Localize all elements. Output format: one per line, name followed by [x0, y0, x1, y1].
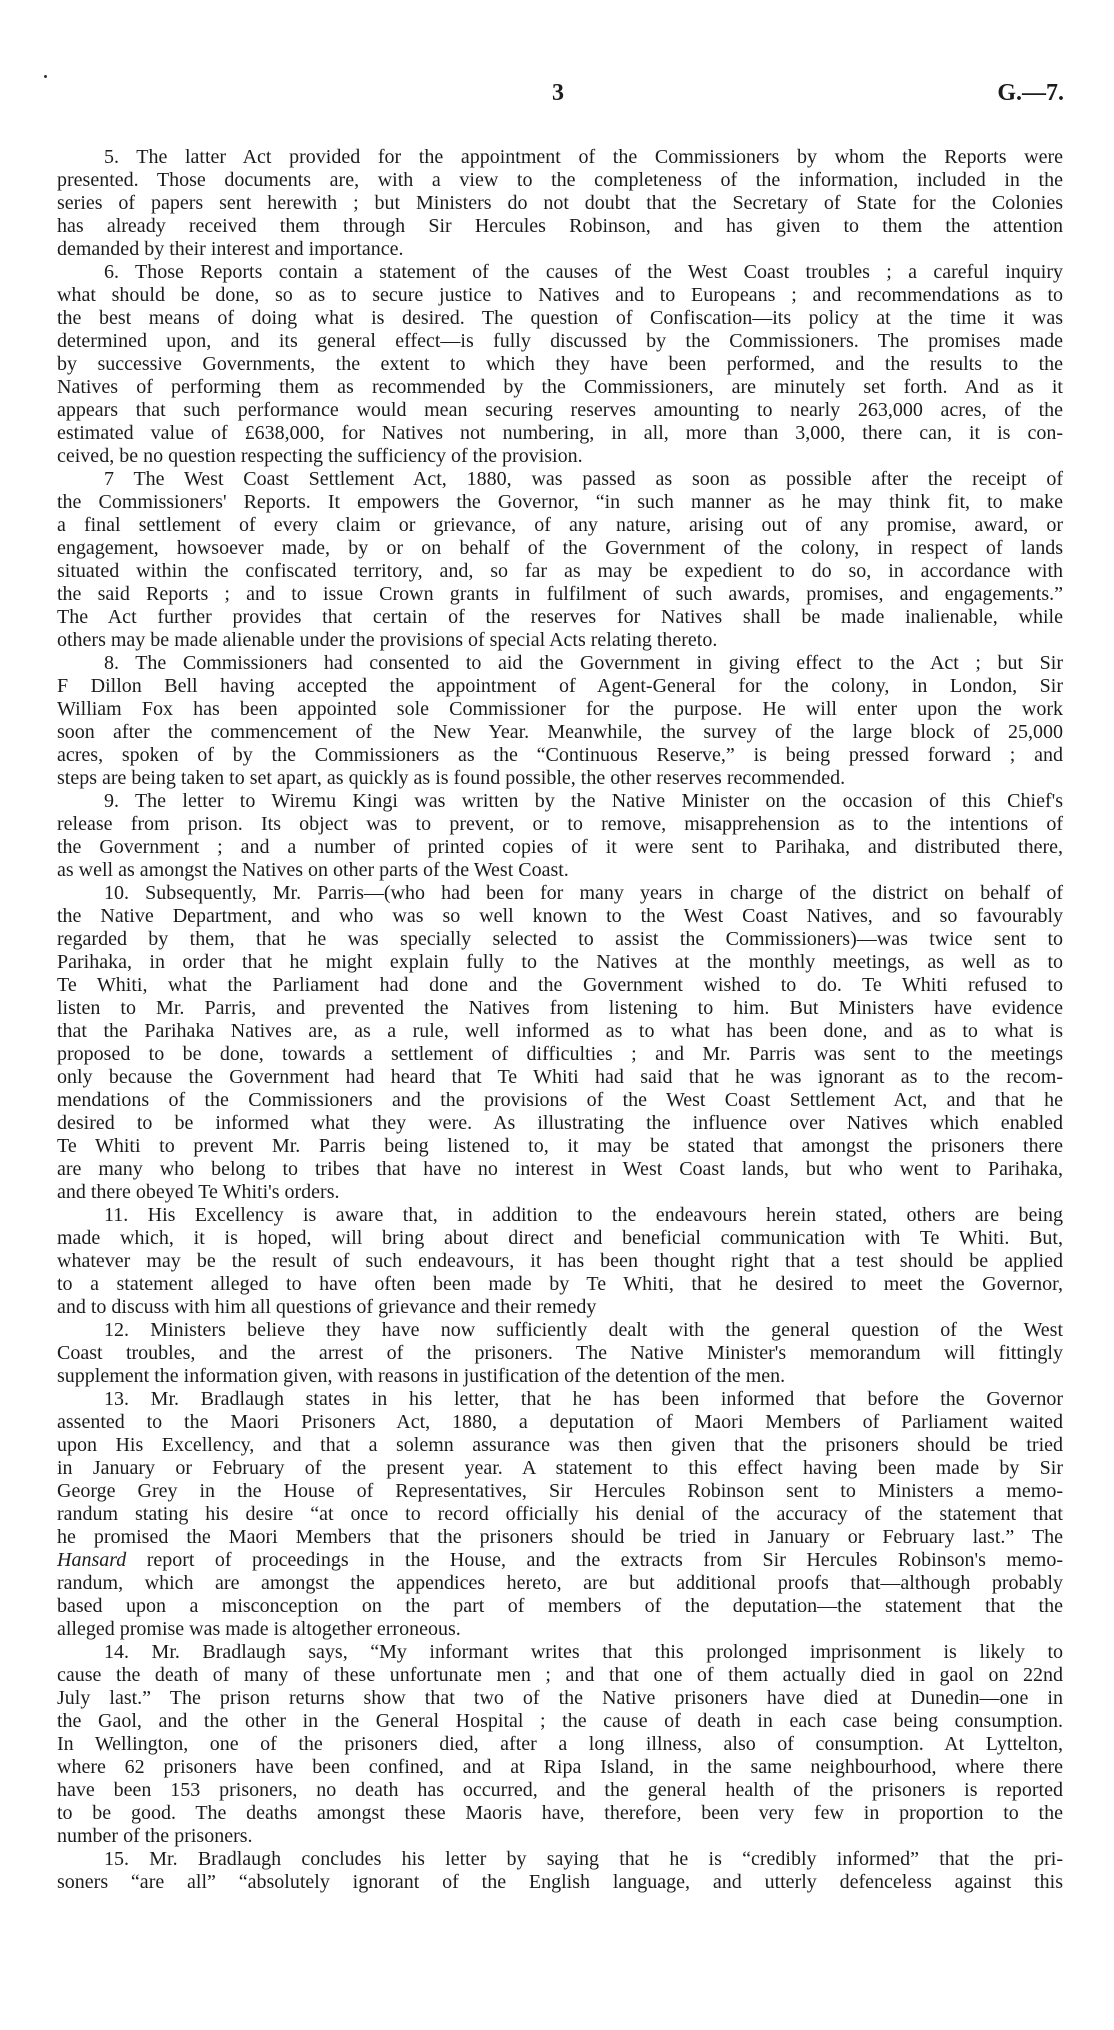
paragraph	[57, 1319, 1063, 1388]
scan-speck	[44, 75, 47, 78]
text-line	[57, 1549, 1063, 1572]
text-line: Te Whiti, what the Parliament had done and the Government wished to do. Te Whiti refused to	[57, 974, 1063, 996]
paragraph	[57, 790, 1063, 882]
text-line: number of the prisoners.	[57, 1825, 253, 1847]
text-line: 7 The West Coast Settlement Act, 1880, was passed as soon as possible after the receipt of	[104, 468, 1063, 490]
text-line: are many who belong to tribes that have no interest in West Coast lands, but who went to Parihaka,	[57, 1158, 1063, 1180]
text-line: 8. The Commissioners had consented to aid the Government in giving effect to the Act ; but Sir	[104, 652, 1063, 674]
text-line: situated within the confiscated territory, and, so far as may be expedient to do so, in accordance with	[57, 560, 1063, 582]
text-line: 9. The letter to Wiremu Kingi was written by the Native Minister on the occasion of this Chief's	[104, 790, 1063, 812]
text-line: Coast troubles, and the arrest of the prisoners. The Native Minister's memorandum will fittingly	[57, 1342, 1063, 1364]
text-line: mendations of the Commissioners and the provisions of the West Coast Settlement Act, and that he	[57, 1089, 1063, 1111]
text-line: a final settlement of every claim or grievance, of any nature, arising out of any promise, award, or	[57, 514, 1063, 536]
text-line: and there obeyed Te Whiti's orders.	[57, 1181, 340, 1203]
paragraph	[57, 1388, 1063, 1641]
text-line: 14. Mr. Bradlaugh says, “My informant writes that this prolonged imprisonment is likely to	[104, 1641, 1063, 1663]
text-line: F Dillon Bell having accepted the appointment of Agent-General for the colony, in London, Sir	[57, 675, 1063, 697]
text-line: what should be done, so as to secure justice to Natives and to Europeans ; and recommendations as to	[57, 284, 1063, 306]
text-line: upon His Excellency, and that a solemn assurance was then given that the prisoners should be tried	[57, 1434, 1063, 1456]
text-line: George Grey in the House of Representatives, Sir Hercules Robinson sent to Ministers a memo-	[57, 1480, 1063, 1502]
text-line: supplement the information given, with reasons in justification of the detention of the men.	[57, 1365, 786, 1387]
text-line: engagement, howsoever made, by or on behalf of the Government of the colony, in respect of lands	[57, 537, 1063, 559]
text-line: the Gaol, and the other in the General Hospital ; the cause of death in each case being consumption.	[57, 1710, 1063, 1732]
text-line: steps are being taken to set apart, as quickly as is found possible, the other reserves recommended.	[57, 767, 846, 789]
text-line: the said Reports ; and to issue Crown grants in fulfilment of such awards, promises, and engagements.”	[57, 583, 1063, 605]
document-body	[57, 146, 1063, 1894]
text-line: he promised the Maori Members that the prisoners should be tried in January or February last.” The	[57, 1526, 1063, 1548]
paragraph	[57, 882, 1063, 1204]
text-line: ceived, be no question respecting the sufficiency of the provision.	[57, 445, 583, 467]
text-line: as well as amongst the Natives on other parts of the West Coast.	[57, 859, 569, 881]
text-line: cause the death of many of these unfortunate men ; and that one of them actually died in gaol on 22nd	[57, 1664, 1063, 1686]
paragraph	[57, 146, 1063, 261]
text-line: 6. Those Reports contain a statement of the causes of the West Coast troubles ; a careful inquiry	[104, 261, 1063, 283]
text-line: in January or February of the present year. A statement to this effect having been made by Sir	[57, 1457, 1063, 1479]
text-line: the Government ; and a number of printed copies of it were sent to Parihaka, and distributed there,	[57, 836, 1063, 858]
text-line: randum stating his desire “at once to record officially his denial of the accuracy of the statement that	[57, 1503, 1063, 1525]
text-line: made which, it is hoped, will bring about direct and beneficial communication with Te Whiti. But,	[57, 1227, 1063, 1249]
text-line: Te Whiti to prevent Mr. Parris being listened to, it may be stated that amongst the prisoners there	[57, 1135, 1063, 1157]
text-line: determined upon, and its general effect—is fully discussed by the Commissioners. The promises made	[57, 330, 1063, 352]
text-line: Natives of performing them as recommended by the Commissioners, are minutely set forth. And as it	[57, 376, 1063, 398]
text-line: the Native Department, and who was so well known to the West Coast Natives, and so favourably	[57, 905, 1063, 927]
text-line: listen to Mr. Parris, and prevented the Natives from listening to him. But Ministers have evidence	[57, 997, 1063, 1019]
text-line: only because the Government had heard that Te Whiti had said that he was ignorant as to the recom-	[57, 1066, 1063, 1088]
text-line: the Commissioners' Reports. It empowers the Governor, “in such manner as he may think fit, to make	[57, 491, 1063, 513]
text-line: randum, which are amongst the appendices hereto, are but additional proofs that—although probably	[57, 1572, 1063, 1594]
text-line: presented. Those documents are, with a view to the completeness of the information, included in the	[57, 169, 1063, 191]
text-line: 12. Ministers believe they have now sufficiently dealt with the general question of the West	[104, 1319, 1063, 1341]
text-line: 13. Mr. Bradlaugh states in his letter, that he has been informed that before the Governor	[104, 1388, 1063, 1410]
text-line: based upon a misconception on the part of members of the deputation—the statement that the	[57, 1595, 1063, 1617]
paragraph	[57, 1204, 1063, 1319]
text-line: July last.” The prison returns show that two of the Native prisoners have died at Dunedin—one in	[57, 1687, 1063, 1709]
text-line: Parihaka, in order that he might explain fully to the Natives at the monthly meetings, as well as to	[57, 951, 1063, 973]
text-line: 11. His Excellency is aware that, in addition to the endeavours herein stated, others are being	[104, 1204, 1063, 1226]
paragraph	[57, 468, 1063, 652]
text-line: the best means of doing what is desired. The question of Confiscation—its policy at the time it was	[57, 307, 1063, 329]
text-line: assented to the Maori Prisoners Act, 1880, a deputation of Maori Members of Parliament waited	[57, 1411, 1063, 1433]
text-line: to a statement alleged to have often been made by Te Whiti, that he desired to meet the Governor,	[57, 1273, 1063, 1295]
text-line: alleged promise was made is altogether erroneous.	[57, 1618, 461, 1640]
text-line: have been 153 prisoners, no death has occurred, and the general health of the prisoners is reported	[57, 1779, 1063, 1801]
text-line: and to discuss with him all questions of grievance and their remedy	[57, 1296, 597, 1318]
text-line: others may be made alienable under the provisions of special Acts relating thereto.	[57, 629, 718, 651]
text-line: demanded by their interest and importance.	[57, 238, 404, 260]
paragraph	[57, 1848, 1063, 1894]
text-line: appears that such performance would mean securing reserves amounting to nearly 263,000 acres, of the	[57, 399, 1063, 421]
text-line: soon after the commencement of the New Year. Meanwhile, the survey of the large block of 25,000	[57, 721, 1063, 743]
text-line: estimated value of £638,000, for Natives not numbering, in all, more than 3,000, there can, it is con-	[57, 422, 1063, 444]
text-line: desired to be informed what they were. As illustrating the influence over Natives which enabled	[57, 1112, 1063, 1134]
text-line: soners “are all” “absolutely ignorant of the English language, and utterly defenceless against this	[57, 1871, 1063, 1893]
line-text: report of proceedings in the House, and the extracts from Sir Hercules Robinson's memo-	[126, 1549, 1063, 1571]
text-line: by successive Governments, the extent to which they have been performed, and the results to the	[57, 353, 1063, 375]
text-line: where 62 prisoners have been confined, and at Ripa Island, in the same neighbourhood, where there	[57, 1756, 1063, 1778]
paragraph	[57, 652, 1063, 790]
page-number: 3	[552, 80, 564, 106]
text-line: proposed to be done, towards a settlement of difficulties ; and Mr. Parris was sent to the meetings	[57, 1043, 1063, 1065]
text-line: that the Parihaka Natives are, as a rule, well informed as to what has been done, and as to what is	[57, 1020, 1063, 1042]
text-line: The Act further provides that certain of the reserves for Natives shall be made inalienable, while	[57, 606, 1063, 628]
italic-title: Hansard	[57, 1549, 127, 1571]
text-line: series of papers sent herewith ; but Ministers do not doubt that the Secretary of State for the Colonies	[57, 192, 1063, 214]
text-line: acres, spoken of by the Commissioners as the “Continuous Reserve,” is being pressed forward ; and	[57, 744, 1063, 766]
text-line: William Fox has been appointed sole Commissioner for the purpose. He will enter upon the work	[57, 698, 1063, 720]
text-line: release from prison. Its object was to prevent, or to remove, misapprehension as to the intentions of	[57, 813, 1063, 835]
text-line: 15. Mr. Bradlaugh concludes his letter by saying that he is “credibly informed” that the pri-	[104, 1848, 1063, 1870]
paragraph	[57, 261, 1063, 468]
text-line: whatever may be the result of such endeavours, it has been thought right that a test should be applied	[57, 1250, 1063, 1272]
text-line: 5. The latter Act provided for the appointment of the Commissioners by whom the Reports were	[104, 146, 1063, 168]
document-reference: G.—7.	[997, 80, 1064, 106]
text-line: In Wellington, one of the prisoners died, after a long illness, also of consumption. At Lyttelton,	[57, 1733, 1063, 1755]
text-line: to be good. The deaths amongst these Maoris have, therefore, been very few in proportion to the	[57, 1802, 1063, 1824]
paragraph	[57, 1641, 1063, 1848]
text-line: has already received them through Sir Hercules Robinson, and has given to them the attention	[57, 215, 1063, 237]
text-line: regarded by them, that he was specially selected to assist the Commissioners)—was twice sent to	[57, 928, 1063, 950]
text-line: 10. Subsequently, Mr. Parris—(who had been for many years in charge of the district on behalf of	[104, 882, 1063, 904]
